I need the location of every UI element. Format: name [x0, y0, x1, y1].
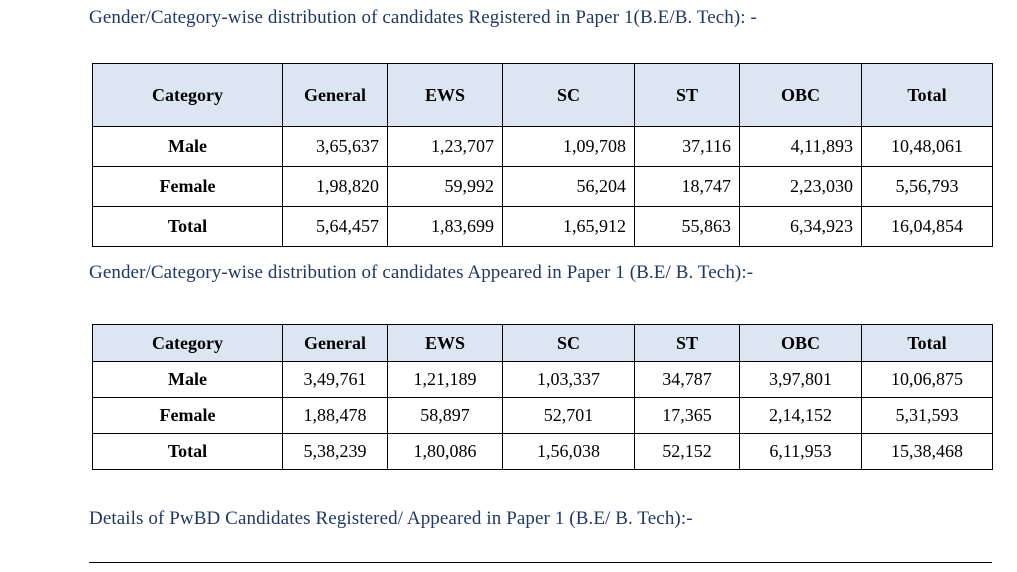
cell-female-ews: 58,897	[388, 398, 503, 434]
cell-male-ews: 1,23,707	[388, 127, 503, 167]
row-label-female: Female	[93, 167, 283, 207]
cell-female-total: 5,31,593	[862, 398, 993, 434]
row-label-total: Total	[93, 434, 283, 470]
cell-total-total: 16,04,854	[862, 207, 993, 247]
column-header-obc: OBC	[740, 325, 862, 362]
row-label-male: Male	[93, 362, 283, 398]
cell-female-general: 1,98,820	[283, 167, 388, 207]
column-header-sc: SC	[503, 325, 635, 362]
row-label-total: Total	[93, 207, 283, 247]
cell-total-obc: 6,11,953	[740, 434, 862, 470]
cell-female-obc: 2,23,030	[740, 167, 862, 207]
cell-total-obc: 6,34,923	[740, 207, 862, 247]
table-row	[93, 362, 993, 398]
column-header-obc: OBC	[740, 64, 862, 127]
cell-male-general: 3,49,761	[283, 362, 388, 398]
caption-appeared-table: Gender/Category-wise distribution of candidates Appeared in Paper 1 (B.E/ B. Tech):-	[89, 262, 754, 283]
table-header-row	[93, 325, 993, 362]
column-header-sc: SC	[503, 64, 635, 127]
cell-female-general: 1,88,478	[283, 398, 388, 434]
column-header-st: ST	[635, 325, 740, 362]
column-header-ews: EWS	[388, 325, 503, 362]
cell-total-sc: 1,56,038	[503, 434, 635, 470]
cell-female-total: 5,56,793	[862, 167, 993, 207]
column-header-ews: EWS	[388, 64, 503, 127]
table-row	[93, 398, 993, 434]
cell-male-general: 3,65,637	[283, 127, 388, 167]
column-header-st: ST	[635, 64, 740, 127]
cell-total-ews: 1,80,086	[388, 434, 503, 470]
cell-total-total: 15,38,468	[862, 434, 993, 470]
table-appeared	[92, 324, 993, 470]
cell-male-st: 34,787	[635, 362, 740, 398]
row-label-female: Female	[93, 398, 283, 434]
cell-male-st: 37,116	[635, 127, 740, 167]
cell-female-sc: 52,701	[503, 398, 635, 434]
table-row	[93, 434, 993, 470]
table-row	[93, 167, 993, 207]
cell-total-general: 5,64,457	[283, 207, 388, 247]
cell-total-general: 5,38,239	[283, 434, 388, 470]
cell-male-sc: 1,09,708	[503, 127, 635, 167]
cell-male-sc: 1,03,337	[503, 362, 635, 398]
row-label-male: Male	[93, 127, 283, 167]
cell-male-ews: 1,21,189	[388, 362, 503, 398]
cell-female-sc: 56,204	[503, 167, 635, 207]
cell-male-obc: 3,97,801	[740, 362, 862, 398]
table-row	[93, 207, 993, 247]
horizontal-divider	[89, 562, 992, 563]
cell-male-obc: 4,11,893	[740, 127, 862, 167]
cell-male-total: 10,48,061	[862, 127, 993, 167]
cell-female-st: 17,365	[635, 398, 740, 434]
column-header-total: Total	[862, 325, 993, 362]
column-header-general: General	[283, 325, 388, 362]
cell-total-sc: 1,65,912	[503, 207, 635, 247]
table-registered	[92, 63, 993, 247]
cell-total-st: 52,152	[635, 434, 740, 470]
cell-total-st: 55,863	[635, 207, 740, 247]
column-header-category: Category	[93, 325, 283, 362]
cell-female-obc: 2,14,152	[740, 398, 862, 434]
cell-female-st: 18,747	[635, 167, 740, 207]
column-header-category: Category	[93, 64, 283, 127]
cell-female-ews: 59,992	[388, 167, 503, 207]
column-header-general: General	[283, 64, 388, 127]
caption-registered-table: Gender/Category-wise distribution of candidates Registered in Paper 1(B.E/B. Tech): -	[89, 7, 757, 28]
column-header-total: Total	[862, 64, 993, 127]
caption-pwbd-section: Details of PwBD Candidates Registered/ Appeared in Paper 1 (B.E/ B. Tech):-	[89, 508, 693, 529]
table-row	[93, 127, 993, 167]
table-header-row	[93, 64, 993, 127]
cell-total-ews: 1,83,699	[388, 207, 503, 247]
cell-male-total: 10,06,875	[862, 362, 993, 398]
